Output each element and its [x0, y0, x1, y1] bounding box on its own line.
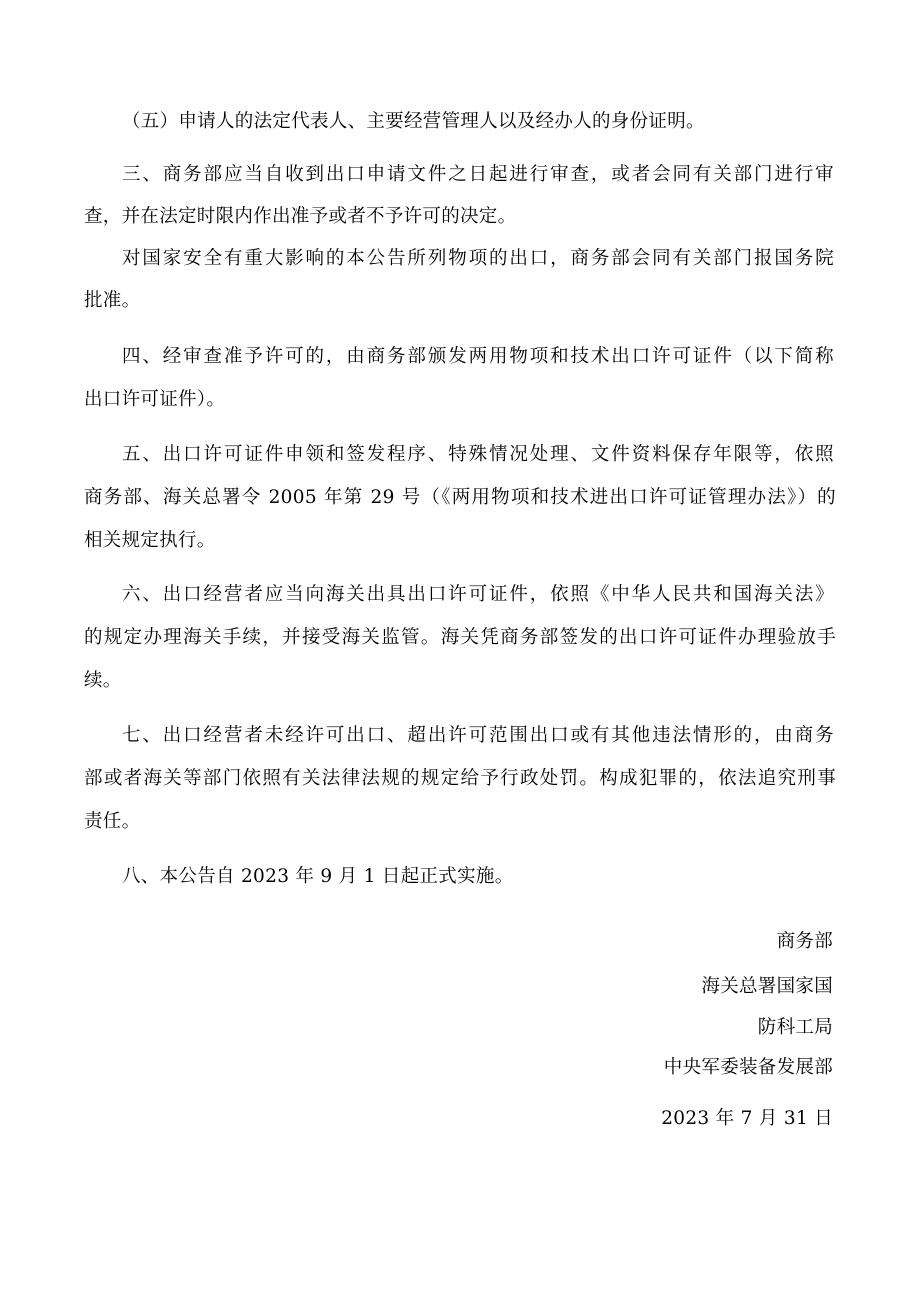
paragraph-5-line-2: 商务部、海关总署令 2005 年第 29 号（《两用物项和技术进出口许可证管理办法》）的 [84, 487, 836, 508]
paragraph-5-line-1: 五、出口许可证件申领和签发程序、特殊情况处理、文件资料保存年限等，依照 [122, 444, 834, 465]
paragraph-6-line-3: 续。 [84, 670, 122, 691]
paragraph-4-line-2: 出口许可证件）。 [84, 389, 226, 410]
paragraph-3-line-2: 查，并在法定时限内作出准予或者不予许可的决定。 [84, 206, 517, 227]
paragraph-3b-line-2: 批准。 [84, 290, 141, 311]
paragraph-3-line-1: 三、商务部应当自收到出口申请文件之日起进行审查，或者会同有关部门进行审 [122, 164, 834, 185]
paragraph-6-line-2: 的规定办理海关手续，并接受海关监管。海关凭商务部签发的出口许可证件办理验放手 [84, 627, 836, 648]
paragraph-item-5: （五）申请人的法定代表人、主要经营管理人以及经办人的身份证明。 [122, 111, 705, 132]
signature-date: 2023 年 7 月 31 日 [661, 1108, 833, 1129]
paragraph-6-line-1: 六、出口经营者应当向海关出具出口许可证件，依照《中华人民共和国海关法》 [122, 584, 834, 605]
signature-org-3: 防科工局 [757, 1017, 833, 1038]
paragraph-4-line-1: 四、经审查准予许可的，由商务部颁发两用物项和技术出口许可证件（以下简称 [122, 346, 834, 367]
paragraph-7-line-2: 部或者海关等部门依照有关法律法规的规定给予行政处罚。构成犯罪的，依法追究刑事 [84, 768, 836, 789]
paragraph-8: 八、本公告自 2023 年 9 月 1 日起正式实施。 [122, 866, 514, 887]
paragraph-5-line-3: 相关规定执行。 [84, 530, 216, 551]
paragraph-7-line-1: 七、出口经营者未经许可出口、超出许可范围出口或有其他违法情形的，由商务 [122, 725, 834, 746]
signature-org-4: 中央军委装备发展部 [663, 1057, 833, 1078]
paragraph-7-line-3: 责任。 [84, 811, 141, 832]
signature-org-2: 海关总署国家国 [701, 976, 833, 997]
signature-org-1: 商务部 [776, 931, 833, 952]
paragraph-3b-line-1: 对国家安全有重大影响的本公告所列物项的出口，商务部会同有关部门报国务院 [122, 248, 834, 269]
